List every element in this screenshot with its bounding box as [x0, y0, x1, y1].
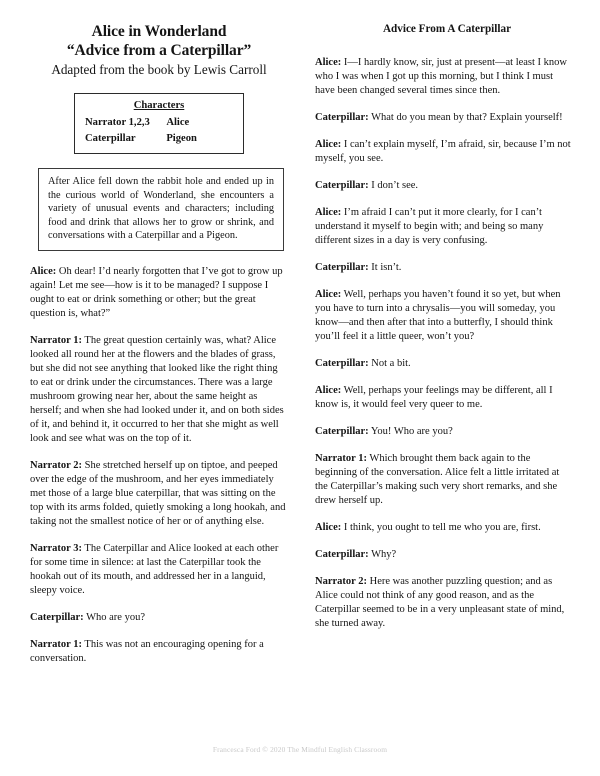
right-column-header: Advice From A Caterpillar [382, 23, 512, 35]
line-text: The great question certainly was, what? Alice looked all round her at the flowers and the blades of grass, but she did not see anything that looked like the right thing to eat or drink under the circumstances. There was a large mushroom growing near her, about the same height as herself; and when she had looked under it, and on both sides of it, and behind it, it occurred to her that she might as well look and see what was on the top of it. [30, 334, 284, 444]
line-text: Well, perhaps your feelings may be different, all I know is, it would feel very queer to me. [315, 385, 553, 410]
speaker-label: Narrator 3: [30, 542, 82, 554]
script-line [315, 452, 573, 508]
speaker-label: Alice: [315, 139, 342, 150]
speaker-label: Caterpillar: [315, 262, 369, 273]
page-footer: Francesca Ford © 2020 The Mindful English Classroom [212, 745, 388, 754]
line-text: I can’t explain myself, I’m afraid, sir, because I’m not myself, you see. [315, 139, 571, 164]
right-column [315, 22, 573, 631]
speaker-label: Caterpillar: [315, 180, 369, 191]
script-line [315, 111, 573, 125]
line-text: What do you mean by that? Explain yourself! [368, 112, 563, 123]
script-line [315, 425, 573, 439]
speaker-label: Alice: [315, 385, 342, 396]
character-name: Caterpillar [85, 133, 136, 144]
speaker-label: Alice: [315, 522, 342, 533]
script-line [30, 334, 288, 446]
page-title-line-1: Alice in Wonderland [91, 23, 227, 40]
script-line [30, 265, 288, 321]
speaker-label: Alice: [30, 265, 57, 277]
character-name: Alice [166, 117, 190, 128]
script-line [315, 56, 573, 98]
script-line [315, 206, 573, 248]
speaker-label: Alice: [315, 57, 342, 68]
speaker-label: Narrator 1: [30, 334, 82, 346]
speaker-label: Caterpillar: [30, 611, 84, 623]
speaker-label: Narrator 1: [315, 453, 367, 464]
left-script-body [30, 265, 288, 666]
line-text: She stretched herself up on tiptoe, and peeped over the edge of the mushroom, and her eyes immediately met those of a large blue caterpillar, that was sitting on the top with its arms folded, quietly smoking a long hookah, and taking not the smallest notice of her or of anything else. [30, 459, 286, 527]
script-line [30, 611, 288, 625]
line-text: Oh dear! I’d nearly forgotten that I’ve got to grow up again! Let me see—how is it to be managed? I suppose I ought to eat or drink something or other; but the great question is, what?” [30, 265, 283, 319]
script-line [315, 384, 573, 412]
script-line [315, 261, 573, 275]
speaker-label: Caterpillar: [315, 358, 369, 369]
line-text: It isn’t. [368, 262, 402, 273]
script-line [315, 575, 573, 631]
speaker-label: Caterpillar: [315, 549, 369, 560]
characters-heading: Characters [133, 100, 185, 111]
script-line [315, 288, 573, 344]
right-script-body [315, 56, 573, 631]
page-title-line-2: “Advice from a Caterpillar” [66, 42, 252, 59]
script-line [315, 521, 573, 535]
speaker-label: Narrator 1: [30, 638, 82, 650]
line-text: Why? [368, 549, 397, 560]
line-text: Who are you? [83, 611, 145, 623]
script-line [315, 179, 573, 193]
script-line [315, 357, 573, 371]
speaker-label: Narrator 2: [30, 459, 82, 471]
page-subtitle: Adapted from the book by Lewis Carroll [51, 62, 267, 77]
speaker-label: Alice: [315, 289, 342, 300]
line-text: This was not an encouraging opening for a conversation. [30, 638, 264, 664]
line-text: I’m afraid I can’t put it more clearly, for I can’t understand it myself to begin with; and being so many different sizes in a day is very confusing. [315, 207, 544, 246]
page-title [30, 22, 288, 60]
line-text: Which brought them back again to the beginning of the conversation. Alice felt a little irritated at the Caterpillar’s making such very short remarks, and she drew herself up. [315, 453, 560, 506]
character-name: Pigeon [166, 133, 197, 144]
summary-text: After Alice fell down the rabbit hole and ended up in the curious world of Wonderland, she encounters a variety of unusual events and characters; including food and drink that allows her to grow or shrink, and conversations with a Caterpillar and a Pigeon. [48, 176, 274, 242]
line-text: I—I hardly know, sir, just at present—at least I know who I was when I got up this morning, but I think I must have been changed several times since then. [315, 57, 568, 96]
script-line [30, 459, 288, 529]
speaker-label: Caterpillar: [315, 112, 369, 123]
summary-box [38, 168, 284, 251]
script-line [30, 542, 288, 598]
line-text: The Caterpillar and Alice looked at each other for some time in silence: at last the Caterpillar took the hookah out of its mouth, and addressed her in a languid, sleepy voice. [30, 542, 279, 596]
characters-list [85, 116, 233, 146]
left-column [30, 22, 288, 666]
characters-box [74, 93, 244, 154]
line-text: Not a bit. [368, 358, 411, 369]
line-text: Here was another puzzling question; and as Alice could not think of any good reason, and as the Caterpillar seemed to be in a very unpleasant state of mind, she turned away. [315, 576, 565, 629]
line-text: I don’t see. [368, 180, 419, 191]
script-line [315, 138, 573, 166]
speaker-label: Narrator 2: [315, 576, 367, 587]
line-text: I think, you ought to tell me who you are, first. [341, 522, 541, 533]
script-line [315, 548, 573, 562]
line-text: Well, perhaps you haven’t found it so yet, but when you have to turn into a chrysalis—you will someday, you know—and then after that into a butterfly, I should think you’ll feel it a little queer, won’t you? [315, 289, 561, 342]
line-text: You! Who are you? [368, 426, 453, 437]
character-name: Narrator 1,2,3 [85, 117, 150, 128]
script-line [30, 638, 288, 666]
speaker-label: Alice: [315, 207, 342, 218]
speaker-label: Caterpillar: [315, 426, 369, 437]
